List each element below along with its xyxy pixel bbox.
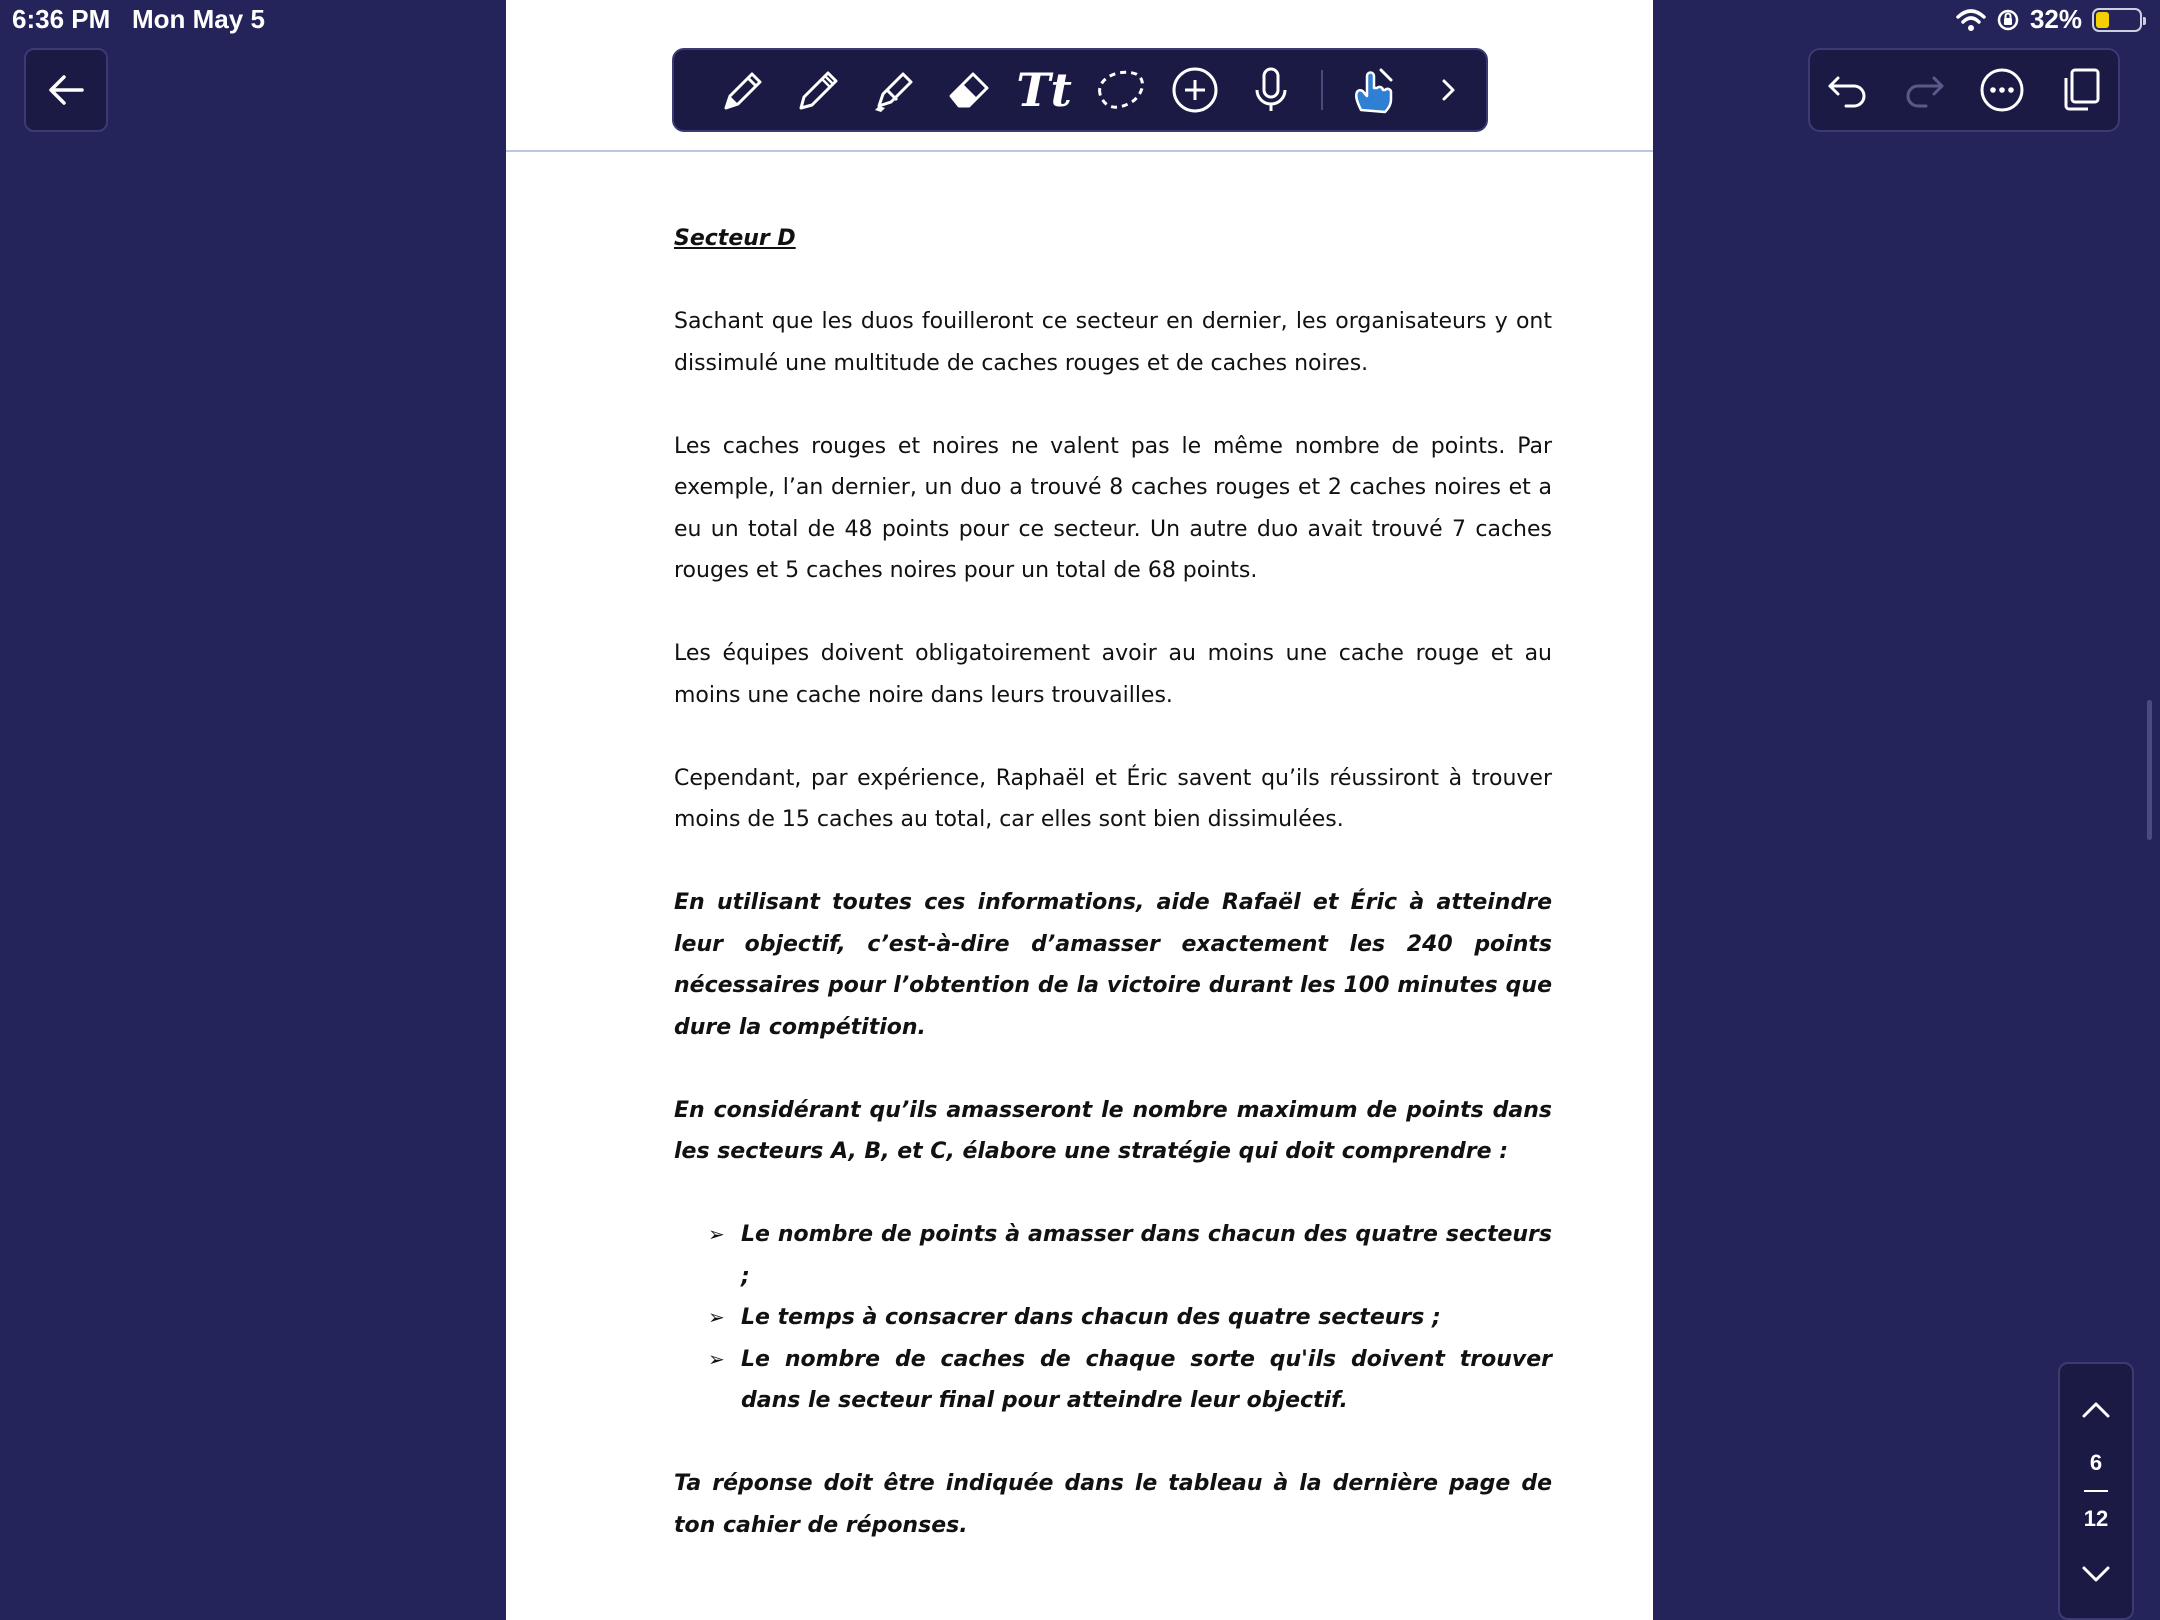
lasso-tool-button[interactable] <box>1082 52 1158 128</box>
more-icon[interactable] <box>1978 66 2026 114</box>
highlighter-icon <box>867 64 919 116</box>
pencil-tool-button[interactable] <box>780 52 856 128</box>
list-item: ➢ Le nombre de caches de chaque sorte qu'ils doivent trouver dans le secteur final pour atteindre leur objectif. <box>708 1346 1552 1413</box>
chevron-down-icon[interactable] <box>2078 1556 2114 1592</box>
microphone-button[interactable] <box>1233 52 1309 128</box>
touch-mode-button[interactable] <box>1335 52 1411 128</box>
scroll-indicator[interactable] <box>2147 700 2152 840</box>
eraser-icon <box>943 64 995 116</box>
status-right <box>1956 4 2142 35</box>
eraser-tool-button[interactable] <box>931 52 1007 128</box>
current-page: 6 <box>2089 1450 2103 1475</box>
add-button[interactable] <box>1158 52 1234 128</box>
section-heading: Secteur D <box>674 226 796 251</box>
toolbar-expand-button[interactable] <box>1410 52 1486 128</box>
status-time: 6:36 PM <box>12 4 111 34</box>
page-divider <box>506 150 1653 152</box>
text-icon: Tt <box>1016 63 1072 117</box>
toolbar-separator <box>1321 70 1323 110</box>
document-content <box>674 218 1552 1588</box>
total-pages: 12 <box>2083 1506 2109 1531</box>
status-date: Mon May 5 <box>132 4 265 34</box>
right-toolbar <box>1808 48 2120 132</box>
add-icon <box>1169 64 1221 116</box>
undo-icon[interactable] <box>1826 70 1870 110</box>
paragraph-1: Sachant que les duos fouilleront ce secteur en dernier, les organisateurs y ont dissimulé une multitude de caches rouges et de caches noires. <box>674 309 1552 376</box>
paragraph-4: Cependant, par expérience, Raphaël et Éric savent qu’ils réussiront à trouver moins de 15 caches au total, car elles sont bien dissimulées. <box>674 765 1552 832</box>
touch-hand-icon <box>1347 64 1399 116</box>
pages-icon[interactable] <box>2058 66 2102 114</box>
back-button[interactable] <box>24 48 108 132</box>
paragraph-3: Les équipes doivent obligatoirement avoir au moins une cache rouge et au moins une cache noire dans leurs trouvailles. <box>674 641 1552 708</box>
paragraph-7: Ta réponse doit être indiquée dans le tableau à la dernière page de ton cahier de réponses. <box>674 1471 1552 1538</box>
orientation-lock-icon <box>1996 8 2020 32</box>
chevron-up-icon[interactable] <box>2078 1392 2114 1428</box>
list-item: ➢ Le nombre de points à amasser dans chacun des quatre secteurs ; <box>708 1222 1552 1289</box>
microphone-icon <box>1245 64 1297 116</box>
annotation-toolbar <box>672 48 1488 132</box>
battery-icon <box>2092 8 2142 32</box>
list-item: ➢ Le temps à consacrer dans chacun des quatre secteurs ; <box>708 1305 1441 1330</box>
pen-icon <box>716 64 768 116</box>
pen-tool-button[interactable] <box>704 52 780 128</box>
redo-icon[interactable] <box>1902 70 1946 110</box>
pencil-icon <box>791 64 843 116</box>
page-separator <box>2084 1490 2108 1492</box>
text-tool-button[interactable] <box>1006 52 1082 128</box>
lasso-icon <box>1092 64 1148 116</box>
strategy-list <box>674 1214 1552 1422</box>
paragraph-6: En considérant qu’ils amasseront le nombre maximum de points dans les secteurs A, B, et C, élabore une stratégie qui doit comprendre : <box>674 1097 1552 1164</box>
highlighter-tool-button[interactable] <box>855 52 931 128</box>
battery-percent: 32% <box>2029 4 2082 34</box>
page-navigator <box>2058 1362 2134 1620</box>
paragraph-2: Les caches rouges et noires ne valent pas le même nombre de points. Par exemple, l’an dernier, un duo a trouvé 8 caches rouges et 2 caches noires et a eu un total de 48 points pour ce secteur. Un autre duo avait trouvé 7 caches rouges et 5 caches noires pour un total de 68 points. <box>674 433 1552 583</box>
paragraph-5: En utilisant toutes ces informations, aide Rafaël et Éric à atteindre leur objectif, c’est-à-dire d’amasser exactement les 240 points nécessaires pour l’obtention de la victoire durant les 100 minutes que dure la compétition. <box>674 890 1552 1040</box>
wifi-icon <box>1956 8 1986 32</box>
chevron-right-icon <box>1433 75 1463 105</box>
arrow-left-icon <box>46 73 86 107</box>
